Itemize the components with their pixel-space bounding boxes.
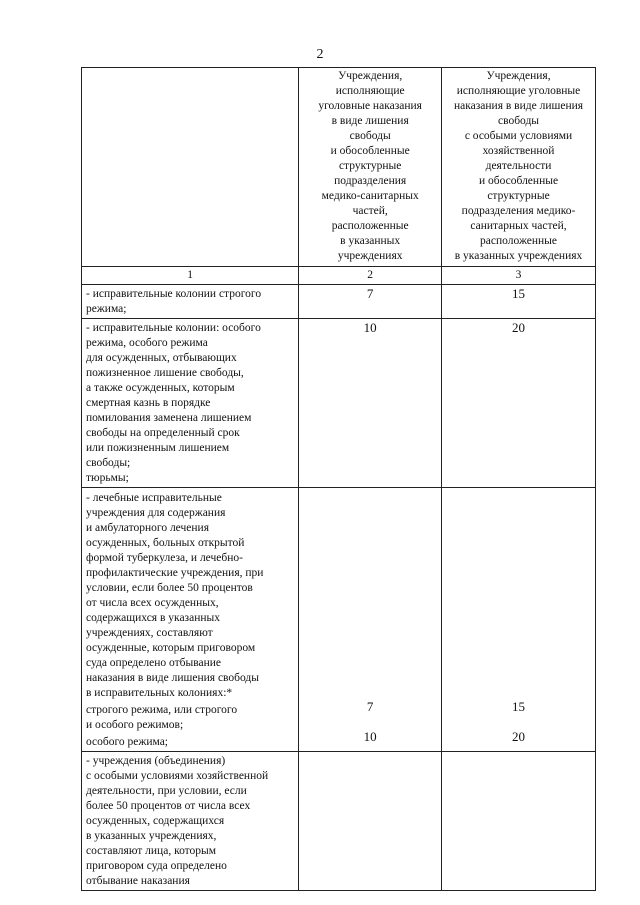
header-row	[82, 68, 596, 267]
page-number: 2	[316, 47, 324, 62]
row-value-col3: 15	[442, 285, 596, 319]
header-col2: Учреждения, исполняющие уголовные наказания в виде лишения свободы и обособленные структурные подразделения медико-санитарных частей, расположенные в указанных учреждениях	[299, 68, 442, 267]
row-sub2-value-col3: 20	[512, 729, 526, 744]
row-text: - лечебные исправительные учреждения для содержания и амбулаторного лечения осужденных, больных открытой формой туберкулеза, и лечебно- профилактические учреждения, при условии, если более 50 процентов от числа всех осужденных, содержащихся в указанных учреждениях, составляют осужденные, которым приговором суда определено отбывание наказания в виде лишения свободы в исправительных колониях:*	[86, 492, 264, 699]
header-col1	[82, 68, 299, 267]
row-sub2-value-col2: 10	[363, 729, 377, 744]
table-row	[82, 752, 596, 891]
allowance-table	[81, 67, 596, 891]
header-col3: Учреждения, исполняющие уголовные наказания в виде лишения свободы с особыми условиями хозяйственной деятельности и обособленные структурные подразделения медико- санитарных частей, расположенные в указанных учреждениях	[442, 68, 596, 267]
column-number-2: 2	[299, 267, 442, 285]
row-text: - исправительные колонии: особого режима, особого режима для осужденных, отбывающих пожизненное лишение свободы, а также осужденных, которым смертная казнь в порядке помилования заменена лишением свободы на определенный срок или пожизненным лишением свободы; тюрьмы;	[82, 319, 299, 488]
row-sub1-value-col2: 7	[366, 699, 374, 714]
row-text: - исправительные колонии строгого режима;	[82, 285, 299, 319]
row-values-col3	[442, 488, 596, 752]
table-row	[82, 488, 596, 752]
row-value-col3	[442, 752, 596, 891]
row-text: - учреждения (объединения) с особыми условиями хозяйственной деятельности, при условии, если более 50 процентов от числа всех осужденных, содержащихся в указанных учреждениях, составляют лица, которым приговором суда определено отбывание наказания	[82, 752, 299, 891]
row-value-col3: 20	[442, 319, 596, 488]
column-number-3: 3	[442, 267, 596, 285]
column-number-row	[82, 267, 596, 285]
row-sub1-value-col3: 15	[512, 699, 526, 714]
table-row	[82, 319, 596, 488]
row-value-col2: 10	[299, 319, 442, 488]
row-sub1-text: строгого режима, или строгого и особого режимов;	[86, 704, 238, 731]
row-values-col2	[299, 488, 442, 752]
column-number-1: 1	[82, 267, 299, 285]
row-sub2-text: особого режима;	[86, 736, 168, 748]
row-text-cell	[82, 488, 299, 752]
row-value-col2	[299, 752, 442, 891]
table-row	[82, 285, 596, 319]
row-value-col2: 7	[299, 285, 442, 319]
